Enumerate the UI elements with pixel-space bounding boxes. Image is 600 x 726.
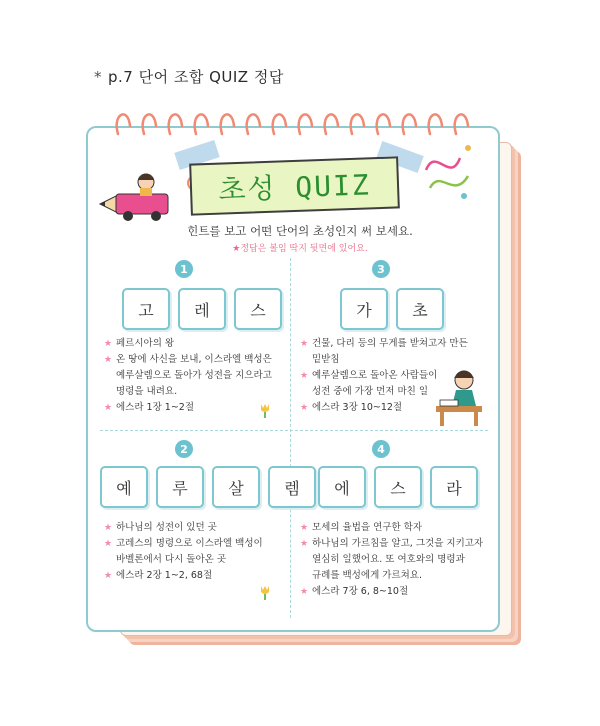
spiral-binding [110,104,480,144]
answer-tiles [122,288,282,330]
quiz-number-badge: 1 [175,260,193,278]
page-heading [94,66,284,87]
answer-tile: 가 [340,288,388,330]
hint-item: ★ 하나님의 성전이 있던 곳 [104,520,263,536]
hint-item: 명령을 내려요. [116,386,178,397]
tulip-icon [258,584,272,600]
hint-item: ★ 건물, 다리 등의 무게를 받쳐고자 만든 [300,336,468,352]
hint-item: ★ 모세의 율법을 연구한 학자 [300,520,483,536]
answer-tiles [318,466,478,508]
hint-item: ★ 고레스의 명령으로 이스라엘 백성이 [104,536,263,552]
hint-list [104,336,272,416]
divider-horizontal [100,430,488,431]
hint-item: ★ 하나님의 가르침을 알고, 그것을 지키고자 [300,536,483,552]
hint-item: ★ 예루살렘으로 돌아온 사람들이 [300,368,468,384]
hint-item: 규례를 백성에게 가르쳐요. [312,570,423,581]
hint-item: 예루살렘으로 돌아가 성전을 지으라고 [116,370,272,381]
hint-list [300,520,483,600]
hint-item: 열심히 일했어요. 또 여호와의 명령과 [312,554,465,565]
hint-item: ★ 에스라 7장 6, 8~10절 [300,584,483,600]
quiz-number-badge: 4 [372,440,390,458]
hint-item: ★ 에스라 3장 10~12절 [300,400,468,416]
answer-tile: 렘 [268,466,316,508]
hint-item: 밑받침 [312,354,340,365]
quiz-number-badge: 3 [372,260,390,278]
answer-tile: 에 [318,466,366,508]
answer-tiles [100,466,316,508]
instructions-text: 힌트를 보고 어떤 단어의 초성인지 써 보세요. [187,224,413,238]
hint-item: ★ 에스라 1장 1~2절 [104,400,272,416]
divider-vertical [290,258,291,618]
quiz-number-badge: 2 [175,440,193,458]
answer-tile: 라 [430,466,478,508]
pencil-car-illustration [96,160,172,224]
answer-note: ★정답은 볼임 딱지 뒷면에 있어요. [232,244,368,254]
hint-item: 바벨론에서 다시 돌아온 곳 [116,554,227,565]
answer-tile: 예 [100,466,148,508]
heading-text: p.7 단어 조합 QUIZ 정답 [108,68,284,86]
answer-tile: 스 [374,466,422,508]
hint-list [104,520,263,584]
ribbon-decoration [420,140,476,202]
answer-tile: 스 [234,288,282,330]
answer-tile: 루 [156,466,204,508]
answer-tile: 고 [122,288,170,330]
answer-tiles [340,288,444,330]
quiz-banner-title: 초성 QUIZ [189,156,400,215]
hint-list [300,336,468,416]
hint-item: ★ 에스라 2장 1~2, 68절 [104,568,263,584]
hint-item: ★ 페르시아의 왕 [104,336,272,352]
asterisk-marker: * [94,68,102,86]
answer-tile: 레 [178,288,226,330]
answer-tile: 살 [212,466,260,508]
hint-item: ★ 온 땅에 사신을 보내, 이스라엘 백성은 [104,352,272,368]
tulip-icon [258,402,272,418]
answer-tile: 초 [396,288,444,330]
hint-item: 성전 중에 가장 먼저 마친 일 [312,386,429,397]
